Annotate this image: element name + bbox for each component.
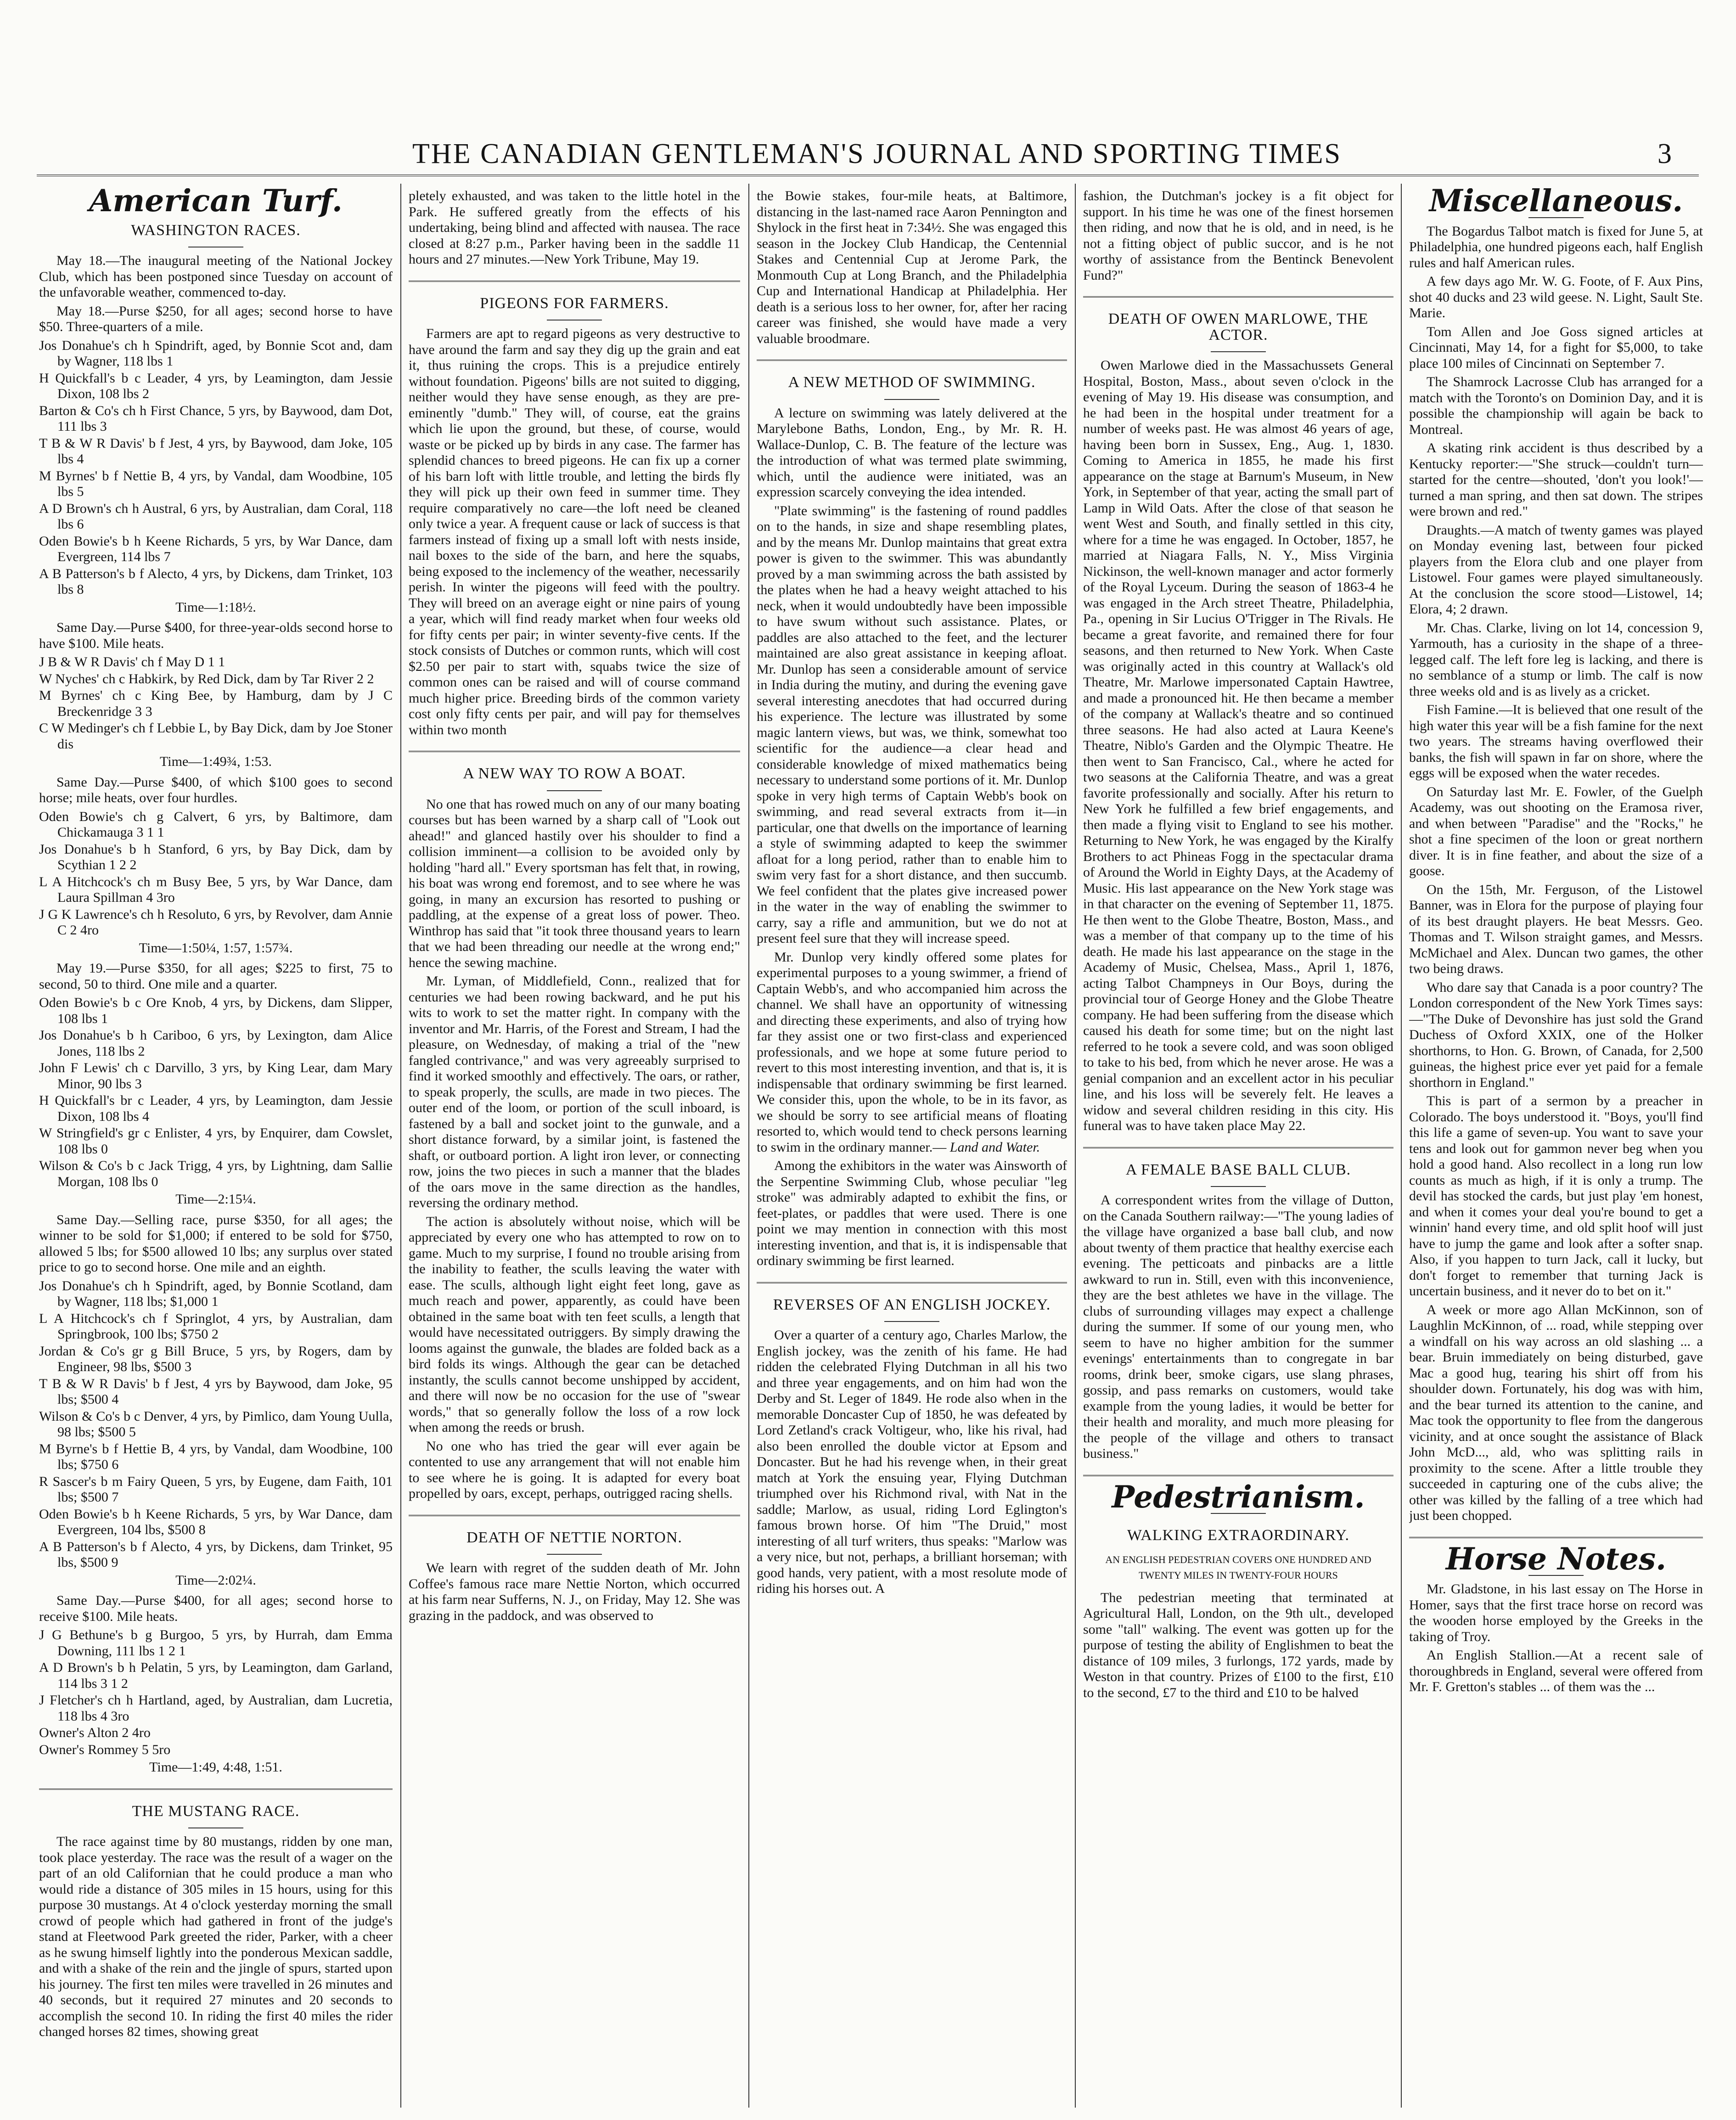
race-time: Time—2:15¼. bbox=[175, 1192, 256, 1207]
race-entry: John F Lewis' ch c Darvillo, 3 yrs, by King Lear, dam Mary Minor, 90 lbs 3 bbox=[39, 1060, 393, 1091]
paragraph: Draughts.—A match of twenty games was played on Monday evening last, between four picked players from the Elora club and one player from Listowel. Four games were played simultaneously. At the conclusion the score stood—Listowel, 14; Elora, 4; 2 drawn. bbox=[1409, 522, 1703, 617]
divider bbox=[1211, 351, 1266, 352]
race-entry: Jordan & Co's gr g Bill Bruce, 5 yrs, by Rogers, dam by Engineer, 98 lbs, $500 3 bbox=[39, 1343, 393, 1374]
race-time: Time—1:49, 4:48, 1:51. bbox=[149, 1760, 282, 1775]
paragraph: A few days ago Mr. W. G. Foote, of F. Aux Pins, shot 40 ducks and 23 wild geese. N. Light, Sault Ste. Marie. bbox=[1409, 274, 1703, 321]
paragraph: On the 15th, Mr. Ferguson, of the Listowel Banner, was in Elora for the purpose of playing four of its best draught players. He beat Messrs. Geo. Thomas and T. Wilson straight games, and Messrs. McMichael and Alex. Duncan two games, the other two being draws. bbox=[1409, 882, 1703, 976]
section-heading: DEATH OF OWEN MARLOWE, THE ACTOR. bbox=[1108, 310, 1369, 343]
race-time: Time—1:50¼, 1:57, 1:57¾. bbox=[139, 940, 293, 956]
column-2 bbox=[409, 188, 740, 2103]
race-entry: A B Patterson's b f Alecto, 4 yrs, by Dickens, dam Trinket, 95 lbs, $500 9 bbox=[39, 1539, 393, 1570]
divider bbox=[547, 320, 602, 321]
paragraph: fashion, the Dutchman's jockey is a fit object for support. In his time he was one of the finest horsemen then riding, and now that he is old, and in need, is he not a fitting object of public succor, and is he not worthy of assistance from the Bentinck Benevolent Fund?" bbox=[1083, 188, 1393, 283]
divider bbox=[547, 790, 602, 791]
race-entry: M Byrne's b f Hettie B, 4 yrs, by Vandal, dam Woodbine, 100 lbs; $750 6 bbox=[39, 1441, 393, 1472]
paragraph: the Bowie stakes, four-mile heats, at Baltimore, distancing in the last-named race Aaron Pennington and Shylock in the first heat in 7:34½. She was engaged this season in the Jockey Club Handicap, the Centennial Stakes and Centennial Cup at Jerome Park, the Monmouth Cup at Long Branch, and the Philadelphia Cup and International Handicap at Philadelphia. Her death is a serious loss to her owner, for, after her racing career was finished, she would have made a very valuable broodmare. bbox=[757, 188, 1067, 346]
paragraph: On Saturday last Mr. E. Fowler, of the Guelph Academy, was out shooting on the Eramosa river, and when between "Paradise" and the "Rocks," he shot a fine specimen of the loon or great northern diver. It is in fine feather, and about the size of a goose. bbox=[1409, 784, 1703, 878]
column-divider bbox=[1075, 184, 1076, 2108]
paragraph: Mr. Lyman, of Middlefield, Conn., realized that for centuries we had been rowing backward, and he put his wits to work to set the matter right. In company with the inventor and Mr. Harris, of the Forest and Stream, I had the pleasure, on Wednesday, of making a trial of the "new fangled contrivance," and was very agreeably surprised to find it worked smoothly and effectively. The oars, or rather, to speak properly, the sculls, are made in two pieces. The outer end of the loom, or portion of the scull inboard, is fastened by a ball and socket joint to the gunwale, and a short distance forward, by a similar joint, is fastened the shaft, or outboard portion. A light iron lever, or connecting row, joins the two pieces in such a manner that the blades of the oars move in the same direction as the handles, reversing the ordinary method. bbox=[409, 973, 740, 1210]
paragraph: The Shamrock Lacrosse Club has arranged for a match with the Toronto's on Dominion Day, and it is possible the championship will again be back to Montreal. bbox=[1409, 374, 1703, 437]
page-number: 3 bbox=[1657, 138, 1672, 169]
section-heading: A FEMALE BASE BALL CLUB. bbox=[1125, 1161, 1351, 1178]
column-divider bbox=[748, 184, 749, 2108]
divider bbox=[409, 751, 740, 752]
race-entry: A D Brown's ch h Austral, 6 yrs, by Australian, dam Coral, 118 lbs 6 bbox=[39, 500, 393, 532]
paragraph: The Bogardus Talbot match is fixed for June 5, at Philadelphia, one hundred pigeons each, half English rules and half American rules. bbox=[1409, 223, 1703, 270]
section-heading: WASHINGTON RACES. bbox=[131, 221, 301, 239]
masthead-title: THE CANADIAN GENTLEMAN'S JOURNAL AND SPORTING TIMES bbox=[412, 138, 1342, 169]
race-entry: C W Medinger's ch f Lebbie L, by Bay Dick, dam by Joe Stoner dis bbox=[39, 720, 393, 752]
paragraph: This is part of a sermon by a preacher in Colorado. The boys understood it. "Boys, you'll find this life a game of seven-up. You want to save your tens and look out for gammon never beg when you hold a good hand. Also recollect in a long run low counts as much as high, if it is only a trump. The devil has stocked the cards, but just play 'em honest, and when it comes your deal you're bound to get a winnin' hand every time, and old split hoof will just have to jump the game and look after a softer snap. Also, if you happen to turn Jack, call it lucky, but don't forget to remember that turning Jack is uncertain business, and it never do to bet on it." bbox=[1409, 1093, 1703, 1299]
paragraph: A correspondent writes from the village of Dutton, on the Canada Southern railway:—"The young ladies of the village have organized a base ball club, and now about twenty of them practice that healthy exercise each evening. The petticoats and pinbacks are a little awkward to run in. Still, even with this inconvenience, they are the best athletes we have in the village. The clubs of surrounding villages may expect a challenge during the summer. If some of our young men, who seem to have no higher ambition for the summer evenings' entertainments than to congregate in bar rooms, drink beer, smoke cigars, use slang phrases, gossip, and pass remarks on customers, would take example from the young ladies, it would be better for their health and morality, and much more pleasing for the people of the village and others to transact business." bbox=[1083, 1192, 1393, 1461]
section-subheading: AN ENGLISH PEDESTRIAN COVERS ONE HUNDRED AND TWENTY MILES IN TWENTY-FOUR HOURS bbox=[1105, 1553, 1371, 1581]
race-entry: Barton & Co's ch h First Chance, 5 yrs, by Baywood, dam Dot, 111 lbs 3 bbox=[39, 403, 393, 434]
divider bbox=[884, 1321, 939, 1322]
race-entry: Owner's Rommey 5 5ro bbox=[39, 1742, 171, 1757]
paragraph: Owen Marlowe died in the Massachussets General Hospital, Boston, Mass., about seven o'clock in the evening of May 19. His disease was consumption, and he had been in the hospital under treatment for a number of weeks past. He was almost 46 years of age, having been born in Sussex, Eng., Aug. 1, 1830. Coming to America in 1855, he made his first appearance on the stage at Barnum's Museum, in New York, in September of that year, acting the small part of Lamp in Wild Oats. After the close of that season he went West and South, and finally settled in this city, where for a time he was engaged. In October, 1857, he married at Niagara Falls, N. Y., Miss Virginia Nickinson, the well-known manager and actor formerly of the Royal Lyceum. During the season of 1863-4 he was engaged in the Arch street Theatre, Philadelphia, Pa., opening in Sir Lucius O'Trigger in The Rivals. He became a great favorite, and remained there for four seasons, and then returned to New York. When Caste was originally acted in this country at Wallack's old Theatre, Mr. Marlowe impersonated Captain Hawtree, and made a pronounced hit. He then became a member of the company at Wallack's theatre and so continued three seasons. He had also acted at Laura Keene's Theatre, Niblo's Garden and the Olympic Theatre. He then went to San Francisco, Cal., where he acted for two seasons at the California Theatre, and was a great favorite professionally and socially. After his return to New York he fulfilled a few brief engagements, and then made a flying visit to England to see his mother. Returning to New York, he was engaged by the Kiralfy Brothers to act Phineas Fogg in the spectacular drama of Around the World in Eighty Days, at the Academy of Music. His last appearance on the New York stage was in that character on the evening of September 11, 1875. He then went to the Globe Theatre, Boston, Mass., and was a member of that company up to the time of his death. He made his last appearance on the stage in the Academy of Music, Chelsea, Mass., April 1, 1876, acting Talbot Champneys in Our Boys, during the provincial tour of George Honey and the Globe Theatre company. He had been suffering from the disease which caused his death for some time; but on the night last referred to he took a severe cold, and was soon obliged to take to his bed, from which he never arose. He was a genial companion and an excellent actor in his peculiar line, and his loss will be severely felt. He leaves a widow and several children residing in this city. His funeral was to have taken place May 22. bbox=[1083, 358, 1393, 1133]
race-entry: R Sascer's b m Fairy Queen, 5 yrs, by Eugene, dam Faith, 101 lbs; $500 7 bbox=[39, 1473, 393, 1505]
paragraph: The pedestrian meeting that terminated at Agricultural Hall, London, on the 9th ult., developed some "tall" walking. The event was gotten up for the purpose of testing the ability of Englishmen to beat the distance of 109 miles, 3 furlongs, 172 yards, made by Weston in that country. Prizes of £100 to the first, £10 to the second, £7 to the third and £10 to be halved bbox=[1083, 1590, 1393, 1700]
section-heading: A NEW METHOD OF SWIMMING. bbox=[788, 374, 1036, 391]
paragraph: An English Stallion.—At a recent sale of thoroughbreds in England, several were offered from Mr. F. Gretton's stables ... of them was the ... bbox=[1409, 1648, 1703, 1694]
department-title: Pedestrianism. bbox=[1112, 1479, 1365, 1515]
section-heading: REVERSES OF AN ENGLISH JOCKEY. bbox=[773, 1296, 1051, 1313]
race-entry: M Byrnes' b f Nettie B, 4 yrs, by Vandal, dam Woodbine, 105 lbs 5 bbox=[39, 468, 393, 499]
divider bbox=[1083, 1475, 1393, 1476]
race-entry: Jos Donahue's b h Cariboo, 6 yrs, by Lexington, dam Alice Jones, 118 lbs 2 bbox=[39, 1028, 393, 1059]
race-conditions: Same Day.—Purse $400, for three-year-olds second horse to have $100. Mile heats. bbox=[39, 620, 393, 651]
race-conditions: May 18.—Purse $250, for all ages; second horse to have $50. Three-quarters of a mile. bbox=[39, 303, 393, 334]
race-entry: L A Hitchcock's ch m Busy Bee, 5 yrs, by War Dance, dam Laura Spillman 4 3ro bbox=[39, 874, 393, 905]
section-heading: WALKING EXTRAORDINARY. bbox=[1127, 1527, 1350, 1544]
divider bbox=[1083, 296, 1393, 298]
paragraph bbox=[757, 950, 1067, 1156]
race-entry: Wilson & Co's b c Denver, 4 yrs, by Pimlico, dam Young Uulla, 98 lbs; $500 5 bbox=[39, 1408, 393, 1440]
race-entry: L A Hitchcock's ch f Springlot, 4 yrs, by Australian, dam Springbrook, 100 lbs; $750 2 bbox=[39, 1310, 393, 1342]
race-entry: Oden Bowie's b c Ore Knob, 4 yrs, by Dickens, dam Slipper, 108 lbs 1 bbox=[39, 995, 393, 1026]
paragraph: pletely exhausted, and was taken to the little hotel in the Park. He suffered greatly from the effects of his undertaking, being blind and affected with nausea. The race closed at 8:27 p.m., Parker having been in the saddle 11 hours and 27 minutes.—New York Tribune, May 19. bbox=[409, 188, 740, 267]
race-time: Time—1:18½. bbox=[175, 599, 256, 615]
race-entry: A D Brown's b h Pelatin, 5 yrs, by Leamington, dam Garland, 114 lbs 3 1 2 bbox=[39, 1660, 393, 1691]
paragraph: May 18.—The inaugural meeting of the National Jockey Club, which has been postponed since Tuesday on account of the unfavorable weather, commenced to-day. bbox=[39, 253, 393, 300]
race-entry: Oden Bowie's b h Keene Richards, 5 yrs, by War Dance, dam Evergreen, 114 lbs 7 bbox=[39, 533, 393, 564]
race-entry: Owner's Alton 2 4ro bbox=[39, 1725, 151, 1740]
paragraph: Mr. Gladstone, in his last essay on The Horse in Homer, says that the first trace horse on record was the wooden horse employed by the Greeks in the taking of Troy. bbox=[1409, 1581, 1703, 1644]
column-divider bbox=[1401, 184, 1402, 2108]
race-time: Time—1:49¾, 1:53. bbox=[160, 754, 272, 769]
column-3 bbox=[757, 188, 1067, 2103]
race-entry: T B & W R Davis' b f Jest, 4 yrs by Baywood, dam Joke, 95 lbs; $500 4 bbox=[39, 1376, 393, 1407]
divider bbox=[757, 360, 1067, 361]
race-entry: J G Bethune's b g Burgoo, 5 yrs, by Hurrah, dam Emma Downing, 111 lbs 1 2 1 bbox=[39, 1627, 393, 1659]
column-divider bbox=[400, 184, 401, 2108]
paragraph: A lecture on swimming was lately delivered at the Marylebone Baths, London, Eng., by Mr. R. H. Wallace-Dunlop, C. B. The feature of the lecture was the introduction of what was termed plate swimming, which, until the audience were initiated, was an expression scarcely conveying the idea intended. bbox=[757, 405, 1067, 500]
paragraph: The action is absolutely without noise, which will be appreciated by every one who has attempted to row on to game. Much to my surprise, I found no trouble arising from the inability to feather, the sculls leaving the water with ease. The sculls, although light eight feet long, gave as much reach and power, apparently, as could have been obtained in the same boat with ten feet sculls, a length that would have necessitated outriggers. By simply drawing the looms against the gunwale, the blades are folded back as a bird folds its wings. Although the gear can be detached instantly, the sculls cannot become unshipped by accident, and there will now be no occasion for the use of "swear words," that so generally follow the loss of a row lock when among the reeds or brush. bbox=[409, 1214, 740, 1435]
race-entry: Jos Donahue's b h Stanford, 6 yrs, by Bay Dick, dam by Scythian 1 2 2 bbox=[39, 841, 393, 872]
divider bbox=[547, 1554, 602, 1555]
column-1 bbox=[39, 188, 393, 2103]
divider bbox=[39, 1788, 393, 1790]
divider bbox=[884, 399, 939, 400]
race-conditions: May 19.—Purse $350, for all ages; $225 to first, 75 to second, 50 to third. One mile and a quarter. bbox=[39, 961, 393, 992]
race-entry: H Quickfall's br c Leader, 4 yrs, by Leamington, dam Jessie Dixon, 108 lbs 4 bbox=[39, 1093, 393, 1124]
paragraph: No one that has rowed much on any of our many boating courses but has been warned by a sharp call of "Look out ahead!" and glanced hastily over his shoulder to find a collision imminent—a collision to be avoided only by holding "hard all." Every sportsman has felt that, in rowing, his boat was wrong end foremost, and to see where he was going, in many an excursion has resorted to pushing or paddling, at the expense of a great loss of power. Theo. Winthrop has said that "it took three thousand years to learn that we had been threading our needle at the wrong end;" hence the sewing machine. bbox=[409, 796, 740, 970]
divider bbox=[409, 281, 740, 282]
department-title: American Turf. bbox=[89, 188, 343, 219]
paragraph: Tom Allen and Joe Goss signed articles at Cincinnati, May 14, for a fight for $5,000, to take place 100 miles of Cincinnati on September 7. bbox=[1409, 324, 1703, 371]
race-entry: J G K Lawrence's ch h Resoluto, 6 yrs, by Revolver, dam Annie C 2 4ro bbox=[39, 906, 393, 938]
race-entry: A B Patterson's b f Alecto, 4 yrs, by Dickens, dam Trinket, 103 lbs 8 bbox=[39, 566, 393, 597]
divider bbox=[1211, 1186, 1266, 1187]
source-credit: Land and Water. bbox=[949, 1139, 1040, 1155]
race-entry: Oden Bowie's ch g Calvert, 6 yrs, by Baltimore, dam Chickamauga 3 1 1 bbox=[39, 809, 393, 840]
race-entry: J Fletcher's ch h Hartland, aged, by Australian, dam Lucretia, 118 lbs 4 3ro bbox=[39, 1693, 393, 1724]
divider bbox=[1083, 1147, 1393, 1148]
paragraph: Among the exhibitors in the water was Ainsworth of the Serpentine Swimming Club, whose peculiar "leg stroke" was admirably adapted to exhibit the fins, or feet-plates, or paddles that were used. There is one point we may mention in connection with this most interesting invention, and that is, it is indispensable that ordinary swimming be first learned. bbox=[757, 1158, 1067, 1268]
race-entry: J B & W R Davis' ch f May D 1 1 bbox=[39, 654, 225, 669]
paragraph: Farmers are apt to regard pigeons as very destructive to have around the farm and say they dig up the grain and eat it, thus ruining the crops. This is a prejudice entirely without foundation. Pigeons' bills are not suited to digging, neither would they have sense enough, as they are pre-eminently "dumb." They will, of course, eat the grains which lie upon the ground, but these, of course, would waste or be picked up by birds in any case. The farmer has splendid chances to breed pigeons. He can fix up a corner of his barn loft with little trouble, and letting the birds fly they will pick up their own feed in summer time. They require comparatively no care—the loft need be cleaned only twice a year. A frequent cause or lack of success is that farmers instead of fixing up a small loft with nests inside, nail boxes to the side of the barn, and here the squabs, being exposed to the inclemency of the weather, necessarily perish. In winter the pigeons will feed with the poultry. They will breed on an average eight or nine pairs of young a year, which will find ready market when four weeks old for fifty cents per pair; in winter seventy-five cents. If the stock consists of Dutches or common runts, which will cost $2.50 per pair to start with, squabs twice the size of common ones can be raised and will of course command much higher price. Breeding birds of the common variety cost only fifty cents per pair, and will pay for themselves within two month bbox=[409, 326, 740, 737]
column-4 bbox=[1083, 188, 1393, 2103]
paragraph-text: Mr. Dunlop very kindly offered some plates for experimental purposes to a young swimmer, a friend of Captain Webb's, and who accompanied him across the channel. We shall have an opportunity of witnessing and directing these experiments, and also of trying how far they assist one or two first-class and experienced professionals, and we hope at some future period to revert to this most interesting invention, and that is, it is indispensable that ordinary swimming be first learned. We consider this, upon the whole, to be in its favor, as we should be sorry to see artificial means of floating resorted to, which would tend to check persons learning to swim in the ordinary manner.— bbox=[757, 949, 1067, 1155]
paragraph: Mr. Chas. Clarke, living on lot 14, concession 9, Yarmouth, has a curiosity in the shape of a three-legged calf. The left fore leg is lacking, and there is no semblance of a stump or limb. The calf is now three weeks old and is as lively as a cricket. bbox=[1409, 620, 1703, 699]
masthead-rule bbox=[37, 174, 1699, 176]
paragraph: No one who has tried the gear will ever again be contented to use any arrangement that will not enable him to see where he is going. It is adapted for every boat propelled by oars, except, perhaps, outrigged racing shells. bbox=[409, 1438, 740, 1501]
race-entry: W Stringfield's gr c Enlister, 4 yrs, by Enquirer, dam Cowslet, 108 lbs 0 bbox=[39, 1125, 393, 1157]
race-entry: Jos Donahue's ch h Spindrift, aged, by Bonnie Scot and, dam by Wagner, 118 lbs 1 bbox=[39, 337, 393, 369]
paragraph: The race against time by 80 mustangs, ridden by one man, took place yesterday. The race was the result of a wager on the part of an old Californian that he could produce a man who would ride a distance of 305 miles in 15 hours, using for this purpose 30 mustangs. At 4 o'clock yesterday morning the small crowd of people which had gathered in front of the judge's stand at Fleetwood Park greeted the rider, Parker, with a cheer as he swung himself lightly into the ponderous Mexican saddle, and with a shake of the rein and the jingle of spurs, started upon his journey. The first ten miles were travelled in 26 minutes and 40 seconds, but it required 27 minutes and 20 seconds to accomplish the second 10. In riding the first 40 miles the rider changed horses 82 times, showing great bbox=[39, 1834, 393, 2039]
race-entry: W Nyches' ch c Habkirk, by Red Dick, dam by Tar River 2 2 bbox=[39, 671, 374, 686]
divider bbox=[1409, 1537, 1703, 1538]
section-heading: A NEW WAY TO ROW A BOAT. bbox=[463, 765, 686, 782]
department-title: Horse Notes. bbox=[1445, 1541, 1667, 1577]
race-entry: Wilson & Co's b c Jack Trigg, 4 yrs, by Lightning, dam Sallie Morgan, 108 lbs 0 bbox=[39, 1158, 393, 1189]
race-entry: M Byrnes' ch c King Bee, by Hamburg, dam by J C Breckenridge 3 3 bbox=[39, 688, 393, 719]
paragraph: A week or more ago Allan McKinnon, son of Laughlin McKinnon, of ... road, while stepping over a windfall on his way across an old slashing ... a bear. Bruin immediately on being disturbed, gave Mac a good hug, tearing his shirt off from his shoulder down. Fortunately, his dog was with him, and the bear turned its attention to the canine, and Mac took the opportunity to flee from the dangerous vicinity, and at once sought the assistance of Black John McD..., ald, who was splitting rails in proximity to the scene. After a little trouble they succeeded in capturing one of the cubs alive; the other was killed by the falling of a tree which had just been chopped. bbox=[1409, 1302, 1703, 1523]
race-entry: H Quickfall's b c Leader, 4 yrs, by Leamington, dam Jessie Dixon, 108 lbs 2 bbox=[39, 370, 393, 401]
divider bbox=[409, 1515, 740, 1516]
race-time: Time—2:02¼. bbox=[175, 1572, 256, 1588]
race-conditions: Same Day.—Purse $400, of which $100 goes to second horse; mile heats, over four hurdles. bbox=[39, 774, 393, 805]
race-conditions: Same Day.—Purse $400, for all ages; second horse to receive $100. Mile heats. bbox=[39, 1593, 393, 1624]
paragraph: We learn with regret of the sudden death of Mr. John Coffee's famous race mare Nettie Norton, which occurred at his farm near Sufferns, N. J., on Friday, May 12. She was grazing in the paddock, and was observed to bbox=[409, 1560, 740, 1623]
department-title: Miscellaneous. bbox=[1429, 188, 1683, 219]
column-5 bbox=[1409, 188, 1703, 2103]
paragraph: A skating rink accident is thus described by a Kentucky reporter:—"She struck—couldn't turn—started for the centre—shouted, 'don't you look!'—turned a man spring, and then sat down. The stripes were brown and red." bbox=[1409, 440, 1703, 519]
race-entry: Jos Donahue's ch h Spindrift, aged, by Bonnie Scotland, dam by Wagner, 118 lbs; $1,000 1 bbox=[39, 1278, 393, 1309]
paragraph: Fish Famine.—It is believed that one result of the high water this year will be a fish famine for the next two years. The streams having overflowed their banks, the fish will spawn in far on shore, where the eggs will be exposed when the water recedes. bbox=[1409, 702, 1703, 781]
section-heading: THE MUSTANG RACE. bbox=[132, 1802, 300, 1820]
paragraph: Who dare say that Canada is a poor country? The London correspondent of the New York Times says:—"The Duke of Devonshire has just sold the Grand Duchess of Oxford XXIX, one of the Holker shorthorns, to Hon. G. Brown, of Canada, for 2,500 guineas, the highest price ever yet paid for a female shorthorn in England." bbox=[1409, 979, 1703, 1090]
section-heading: PIGEONS FOR FARMERS. bbox=[480, 294, 669, 312]
race-conditions: Same Day.—Selling race, purse $350, for all ages; the winner to be sold for $1,000; if entered to be sold for $750, allowed 5 lbs; for $500 allowed 10 lbs; any surplus over stated price to go to second horse. One mile and an eighth. bbox=[39, 1212, 393, 1275]
section-heading: DEATH OF NETTIE NORTON. bbox=[466, 1529, 682, 1546]
paragraph: "Plate swimming" is the fastening of round paddles on to the hands, in size and shape resembling plates, and by the means Mr. Dunlop maintains that great extra power is given to the swimmer. This was abundantly proved by a man swimming across the bath assisted by the plates when he had a heavy weight attached to his neck, when it would undoubtedly have been impossible to have swum without such assistance. Plates, or paddles are also attached to the feet, and the lecturer maintained are also great assistance in keeping afloat. Mr. Dunlop has seen a considerable amount of service in India during the mutiny, and during the evening gave several interesting anecdotes that had occurred during his experience. The lecture was illustrated by some magic lantern views, but was, we think, somewhat too scientific for the audience—a clear head and considerable knowledge of mixed mathematics being necessary to understand some portions of it. Mr. Dunlop spoke in very high terms of Captain Webb's book on swimming, and read several extracts from it—in particular, one that dwells on the importance of learning a style of swimming adapted to keep the swimmer afloat for a long period, rather than to enable him to swim very fast for a short distance, and then succumb. We feel confident that the plates give increased power in the water in the way of enabling the swimmer to carry, say a rifle and ammunition, but we do not at present feel sure that they will increase speed. bbox=[757, 503, 1067, 946]
race-entry: Oden Bowie's b h Keene Richards, 5 yrs, by War Dance, dam Evergreen, 104 lbs, $500 8 bbox=[39, 1506, 393, 1537]
paragraph: Over a quarter of a century ago, Charles Marlow, the English jockey, was the zenith of his fame. He had ridden the celebrated Flying Dutchman in all his two and three year engagements, and on him had won the Derby and St. Leger of 1849. He rode also when in the memorable Doncaster Cup of 1850, he was defeated by Lord Zetland's crack Voltigeur, who, like his rival, had also been enrolled the double victor at Epsom and Doncaster. But he had his revenge when, in their great match at York the ensuing year, Flying Dutchman triumphed over his Richmond rival, with Nat in the saddle; Marlow, as usual, riding Lord Eglington's famous brown horse. Of him "The Druid," most interesting of all turf writers, thus speaks: "Marlow was a very nice, but not, perhaps, a brilliant horseman; with good hands, very patient, with a most resolute mode of riding his horses out. A bbox=[757, 1327, 1067, 1596]
race-entry: T B & W R Davis' b f Jest, 4 yrs, by Baywood, dam Joke, 105 lbs 4 bbox=[39, 435, 393, 467]
divider bbox=[757, 1282, 1067, 1283]
